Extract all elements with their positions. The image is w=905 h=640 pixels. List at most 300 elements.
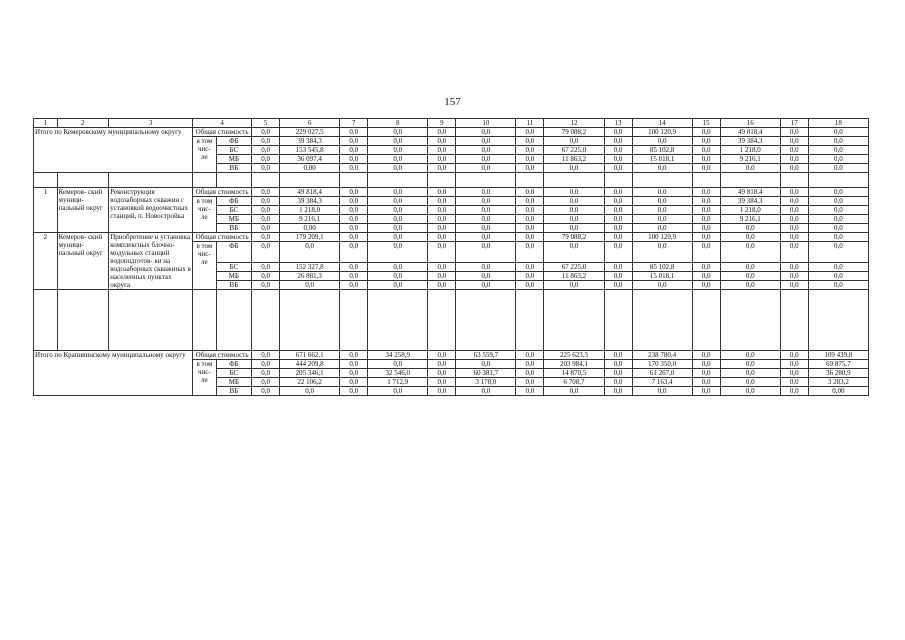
empty-cell: [544, 290, 604, 351]
value-cell: 0,0: [604, 233, 632, 242]
empty-cell: [456, 173, 516, 188]
value-cell: 0,0: [808, 155, 868, 164]
value-cell: 0,0: [428, 233, 456, 242]
value-cell: 0,0: [252, 137, 280, 146]
value-cell: 0,0: [780, 233, 808, 242]
value-cell: 444 209,8: [280, 360, 340, 369]
value-cell: 0,0: [428, 137, 456, 146]
empty-cell: [808, 173, 868, 188]
value-cell: 0,0: [604, 272, 632, 281]
value-cell: 0,0: [252, 128, 280, 137]
value-cell: 0,0: [604, 164, 632, 173]
value-cell: 0,0: [632, 137, 692, 146]
value-cell: 0,0: [368, 360, 428, 369]
row-number: 1: [34, 188, 58, 233]
value-cell: 0,0: [780, 351, 808, 360]
value-cell: 0,0: [428, 360, 456, 369]
section-title: Итого по Крапивинскому муниципальному округу: [34, 351, 193, 396]
funding-source: БС: [216, 263, 251, 272]
value-cell: 36 097,4: [280, 155, 340, 164]
value-cell: 0,0: [340, 272, 368, 281]
value-cell: 0,0: [720, 272, 780, 281]
value-cell: 0,0: [692, 224, 720, 233]
value-cell: 0,0: [516, 155, 544, 164]
value-cell: 6 708,7: [544, 378, 604, 387]
value-cell: 0,0: [604, 387, 632, 396]
value-cell: 0,0: [780, 206, 808, 215]
value-cell: 152 327,8: [280, 263, 340, 272]
value-cell: 0,0: [428, 242, 456, 263]
value-cell: 0,0: [780, 272, 808, 281]
value-cell: 0,0: [368, 387, 428, 396]
value-cell: 0,0: [428, 128, 456, 137]
value-cell: 0,0: [604, 206, 632, 215]
value-cell: 0,00: [280, 224, 340, 233]
spacer-row: [34, 290, 869, 351]
value-cell: 0,0: [368, 206, 428, 215]
value-cell: 0,0: [340, 215, 368, 224]
value-cell: 0,0: [428, 206, 456, 215]
col-header: 5: [252, 119, 280, 128]
value-cell: 0,0: [252, 233, 280, 242]
including-label: в том чис- ле: [193, 137, 217, 173]
value-cell: 0,0: [808, 206, 868, 215]
value-cell: 0,0: [632, 387, 692, 396]
value-cell: 0,0: [544, 242, 604, 263]
value-cell: 0,0: [368, 164, 428, 173]
value-cell: 0,0: [368, 263, 428, 272]
value-cell: 0,0: [808, 233, 868, 242]
funding-source: ВБ: [216, 164, 251, 173]
value-cell: 0,0: [456, 281, 516, 290]
value-cell: 85 102,8: [632, 146, 692, 155]
value-cell: 0,0: [604, 263, 632, 272]
value-cell: 0,0: [604, 146, 632, 155]
table-row: [34, 233, 869, 242]
value-cell: 100 120,9: [632, 128, 692, 137]
empty-cell: [604, 173, 632, 188]
value-cell: 85 102,8: [632, 263, 692, 272]
value-cell: 0,0: [516, 233, 544, 242]
value-cell: 0,0: [692, 369, 720, 378]
value-cell: 39 384,3: [280, 197, 340, 206]
value-cell: 0,0: [720, 281, 780, 290]
value-cell: 0,0: [632, 281, 692, 290]
value-cell: 7 163,4: [632, 378, 692, 387]
value-cell: 0,0: [252, 369, 280, 378]
table-row: [34, 188, 869, 197]
value-cell: 0,0: [456, 272, 516, 281]
empty-cell: [428, 290, 456, 351]
col-header: 8: [368, 119, 428, 128]
value-cell: 34 258,9: [368, 351, 428, 360]
value-cell: 22 106,2: [280, 378, 340, 387]
value-cell: 0,0: [632, 164, 692, 173]
value-cell: 0,0: [368, 188, 428, 197]
value-cell: 0,0: [720, 242, 780, 263]
col-header: 14: [632, 119, 692, 128]
value-cell: 9 216,1: [720, 155, 780, 164]
value-cell: 0,0: [340, 188, 368, 197]
value-cell: 0,0: [252, 263, 280, 272]
value-cell: 63 559,7: [456, 351, 516, 360]
value-cell: 1 218,0: [280, 206, 340, 215]
value-cell: 0,0: [808, 263, 868, 272]
value-cell: 0,0: [632, 188, 692, 197]
empty-cell: [692, 173, 720, 188]
value-cell: 39 384,3: [720, 137, 780, 146]
value-cell: 205 346,1: [280, 369, 340, 378]
value-cell: 0,0: [516, 206, 544, 215]
value-cell: 0,0: [780, 242, 808, 263]
value-cell: 0,0: [428, 369, 456, 378]
funding-source: ВБ: [216, 387, 251, 396]
col-header: 15: [692, 119, 720, 128]
value-cell: 0,0: [428, 224, 456, 233]
empty-cell: [109, 173, 193, 188]
value-cell: 0,0: [252, 387, 280, 396]
value-cell: 0,0: [544, 224, 604, 233]
col-header: 13: [604, 119, 632, 128]
value-cell: 0,0: [780, 378, 808, 387]
value-cell: 26 881,3: [280, 272, 340, 281]
value-cell: 0,0: [252, 360, 280, 369]
value-cell: 0,0: [428, 281, 456, 290]
value-cell: 0,0: [720, 387, 780, 396]
value-cell: 0,0: [516, 369, 544, 378]
value-cell: 0,0: [428, 197, 456, 206]
value-cell: 0,0: [808, 164, 868, 173]
value-cell: 0,0: [456, 197, 516, 206]
value-cell: 0,0: [720, 351, 780, 360]
empty-cell: [193, 290, 217, 351]
value-cell: 0,0: [456, 206, 516, 215]
funding-source: МБ: [216, 155, 251, 164]
value-cell: 0,0: [252, 188, 280, 197]
empty-cell: [57, 173, 109, 188]
value-cell: 0,0: [692, 233, 720, 242]
value-cell: 0,0: [516, 224, 544, 233]
value-cell: 0,0: [720, 360, 780, 369]
value-cell: 11 863,2: [544, 272, 604, 281]
value-cell: 0,0: [720, 233, 780, 242]
value-cell: 0,0: [692, 263, 720, 272]
value-cell: 0,0: [340, 360, 368, 369]
value-cell: 0,0: [252, 197, 280, 206]
value-cell: 69 875,7: [808, 360, 868, 369]
value-cell: 0,00: [808, 387, 868, 396]
value-cell: 0,0: [428, 272, 456, 281]
value-cell: 0,0: [604, 155, 632, 164]
value-cell: 0,0: [456, 137, 516, 146]
value-cell: 0,0: [692, 360, 720, 369]
empty-cell: [516, 173, 544, 188]
empty-cell: [252, 290, 280, 351]
value-cell: 0,0: [428, 215, 456, 224]
value-cell: 0,0: [692, 242, 720, 263]
value-cell: 0,0: [340, 263, 368, 272]
value-cell: 0,0: [720, 224, 780, 233]
empty-cell: [57, 290, 109, 351]
value-cell: 1 218,0: [720, 206, 780, 215]
col-header: 7: [340, 119, 368, 128]
empty-cell: [34, 290, 58, 351]
value-cell: 32 546,0: [368, 369, 428, 378]
col-header: 2: [57, 119, 109, 128]
value-cell: 0,0: [692, 215, 720, 224]
value-cell: 0,0: [340, 233, 368, 242]
funding-source: БС: [216, 206, 251, 215]
total-cost-label: Общая стоимость: [193, 188, 252, 197]
value-cell: 0,0: [516, 378, 544, 387]
value-cell: 0,0: [456, 155, 516, 164]
funding-source: ВБ: [216, 281, 251, 290]
funding-source: БС: [216, 146, 251, 155]
value-cell: 0,0: [544, 197, 604, 206]
funding-source: ФБ: [216, 360, 251, 369]
value-cell: 1 218,0: [720, 146, 780, 155]
value-cell: 0,0: [516, 263, 544, 272]
value-cell: 0,0: [780, 369, 808, 378]
value-cell: 0,0: [692, 272, 720, 281]
value-cell: 0,0: [544, 164, 604, 173]
value-cell: 0,0: [604, 351, 632, 360]
value-cell: 49 818,4: [720, 128, 780, 137]
empty-cell: [808, 290, 868, 351]
value-cell: 0,0: [780, 263, 808, 272]
value-cell: 15 018,1: [632, 272, 692, 281]
value-cell: 0,0: [780, 360, 808, 369]
funding-source: МБ: [216, 378, 251, 387]
empty-cell: [280, 173, 340, 188]
table-row: [34, 128, 869, 137]
value-cell: 0,0: [604, 215, 632, 224]
value-cell: 0,0: [808, 224, 868, 233]
value-cell: 0,0: [456, 263, 516, 272]
value-cell: 0,0: [456, 146, 516, 155]
value-cell: 0,00: [280, 164, 340, 173]
value-cell: 0,0: [252, 164, 280, 173]
value-cell: 0,0: [808, 281, 868, 290]
value-cell: 0,0: [692, 137, 720, 146]
value-cell: 39 384,3: [280, 137, 340, 146]
value-cell: 0,0: [692, 378, 720, 387]
empty-cell: [632, 173, 692, 188]
value-cell: 0,0: [368, 242, 428, 263]
value-cell: 0,0: [368, 224, 428, 233]
value-cell: 0,0: [280, 242, 340, 263]
value-cell: 0,0: [808, 215, 868, 224]
empty-cell: [340, 173, 368, 188]
total-cost-label: Общая стоимость: [193, 233, 252, 242]
value-cell: 0,0: [368, 146, 428, 155]
value-cell: 0,0: [780, 188, 808, 197]
value-cell: 0,0: [340, 281, 368, 290]
value-cell: 0,0: [456, 224, 516, 233]
empty-cell: [368, 173, 428, 188]
value-cell: 0,0: [428, 387, 456, 396]
empty-cell: [252, 173, 280, 188]
value-cell: 0,0: [368, 215, 428, 224]
value-cell: 39 384,3: [720, 197, 780, 206]
empty-cell: [604, 290, 632, 351]
value-cell: 0,0: [604, 128, 632, 137]
value-cell: 0,0: [516, 197, 544, 206]
including-label: в том чис- ле: [193, 242, 217, 290]
value-cell: 15 018,1: [632, 155, 692, 164]
value-cell: 0,0: [280, 387, 340, 396]
value-cell: 0,0: [604, 242, 632, 263]
value-cell: 0,0: [544, 215, 604, 224]
value-cell: 0,0: [604, 197, 632, 206]
value-cell: 203 984,1: [544, 360, 604, 369]
value-cell: 0,0: [368, 233, 428, 242]
value-cell: 0,0: [428, 351, 456, 360]
municipality-cell: Кемеров- ский муници- пальный округ: [57, 188, 109, 233]
empty-cell: [632, 290, 692, 351]
value-cell: 67 225,0: [544, 263, 604, 272]
funding-source: ФБ: [216, 137, 251, 146]
value-cell: 1 712,9: [368, 378, 428, 387]
value-cell: 9 216,1: [280, 215, 340, 224]
value-cell: 0,0: [516, 387, 544, 396]
value-cell: 0,0: [808, 242, 868, 263]
value-cell: 0,0: [456, 360, 516, 369]
value-cell: 0,0: [428, 164, 456, 173]
including-label: в том чис- ле: [193, 197, 217, 233]
value-cell: 0,0: [340, 242, 368, 263]
value-cell: 0,0: [368, 155, 428, 164]
value-cell: 0,0: [720, 263, 780, 272]
value-cell: 0,0: [456, 164, 516, 173]
value-cell: 0,0: [692, 197, 720, 206]
value-cell: 0,0: [516, 146, 544, 155]
value-cell: 0,0: [516, 272, 544, 281]
funding-source: ФБ: [216, 242, 251, 263]
value-cell: 0,0: [340, 164, 368, 173]
spacer-row: [34, 173, 869, 188]
value-cell: 0,0: [632, 242, 692, 263]
value-cell: 0,0: [692, 155, 720, 164]
event-cell: Реконструкция водозаборных скважин с установкой водоочистных станций, п. Новостройка: [109, 188, 193, 233]
empty-cell: [368, 290, 428, 351]
value-cell: 0,0: [516, 188, 544, 197]
value-cell: 0,0: [252, 378, 280, 387]
value-cell: 0,0: [340, 369, 368, 378]
section-title: Итого по Кемеровскому муниципальному округу: [34, 128, 193, 173]
value-cell: 0,0: [604, 378, 632, 387]
value-cell: 0,0: [340, 155, 368, 164]
value-cell: 0,0: [632, 206, 692, 215]
value-cell: 0,0: [720, 369, 780, 378]
value-cell: 0,0: [368, 197, 428, 206]
value-cell: 14 870,5: [544, 369, 604, 378]
value-cell: 0,0: [280, 281, 340, 290]
value-cell: 0,0: [252, 206, 280, 215]
value-cell: 0,0: [252, 215, 280, 224]
value-cell: 0,0: [780, 224, 808, 233]
value-cell: 0,0: [456, 242, 516, 263]
value-cell: 0,0: [808, 128, 868, 137]
value-cell: 0,0: [516, 128, 544, 137]
value-cell: 0,0: [632, 197, 692, 206]
value-cell: 0,0: [544, 206, 604, 215]
value-cell: 0,0: [516, 164, 544, 173]
value-cell: 0,0: [456, 233, 516, 242]
value-cell: 0,0: [340, 137, 368, 146]
value-cell: 0,0: [340, 378, 368, 387]
value-cell: 0,0: [252, 281, 280, 290]
value-cell: 0,0: [632, 224, 692, 233]
value-cell: 0,0: [456, 215, 516, 224]
value-cell: 0,0: [604, 188, 632, 197]
col-header: 18: [808, 119, 868, 128]
value-cell: 0,0: [632, 215, 692, 224]
value-cell: 0,0: [428, 188, 456, 197]
empty-cell: [428, 173, 456, 188]
value-cell: 0,0: [428, 378, 456, 387]
value-cell: 0,0: [692, 206, 720, 215]
row-number: 2: [34, 233, 58, 290]
value-cell: 170 350,0: [632, 360, 692, 369]
value-cell: 225 623,3: [544, 351, 604, 360]
col-header: 17: [780, 119, 808, 128]
value-cell: 67 225,0: [544, 146, 604, 155]
value-cell: 0,0: [692, 281, 720, 290]
empty-cell: [780, 290, 808, 351]
value-cell: 0,0: [340, 146, 368, 155]
value-cell: 0,0: [604, 224, 632, 233]
header-row: [34, 119, 869, 128]
total-cost-label: Общая стоимость: [193, 128, 252, 137]
empty-cell: [216, 290, 251, 351]
value-cell: 3 178,0: [456, 378, 516, 387]
value-cell: 0,0: [340, 351, 368, 360]
value-cell: 0,0: [780, 215, 808, 224]
value-cell: 11 863,2: [544, 155, 604, 164]
empty-cell: [280, 290, 340, 351]
funding-source: БС: [216, 369, 251, 378]
value-cell: 0,0: [808, 146, 868, 155]
value-cell: 0,0: [780, 137, 808, 146]
value-cell: 49 818,4: [280, 188, 340, 197]
value-cell: 0,0: [252, 272, 280, 281]
empty-cell: [216, 173, 251, 188]
value-cell: 0,0: [252, 146, 280, 155]
value-cell: 0,0: [544, 281, 604, 290]
value-cell: 60 381,7: [456, 369, 516, 378]
col-header: 11: [516, 119, 544, 128]
empty-cell: [720, 173, 780, 188]
value-cell: 153 545,8: [280, 146, 340, 155]
empty-cell: [340, 290, 368, 351]
value-cell: 0,0: [456, 188, 516, 197]
value-cell: 0,0: [428, 263, 456, 272]
empty-cell: [193, 173, 217, 188]
value-cell: 0,0: [368, 128, 428, 137]
empty-cell: [692, 290, 720, 351]
value-cell: 0,0: [544, 387, 604, 396]
page-number: 157: [444, 96, 461, 108]
funding-source: МБ: [216, 215, 251, 224]
value-cell: 109 439,8: [808, 351, 868, 360]
value-cell: 0,0: [692, 188, 720, 197]
value-cell: 0,0: [808, 197, 868, 206]
col-header: 12: [544, 119, 604, 128]
col-header: 16: [720, 119, 780, 128]
value-cell: 0,0: [340, 128, 368, 137]
value-cell: 0,0: [780, 128, 808, 137]
